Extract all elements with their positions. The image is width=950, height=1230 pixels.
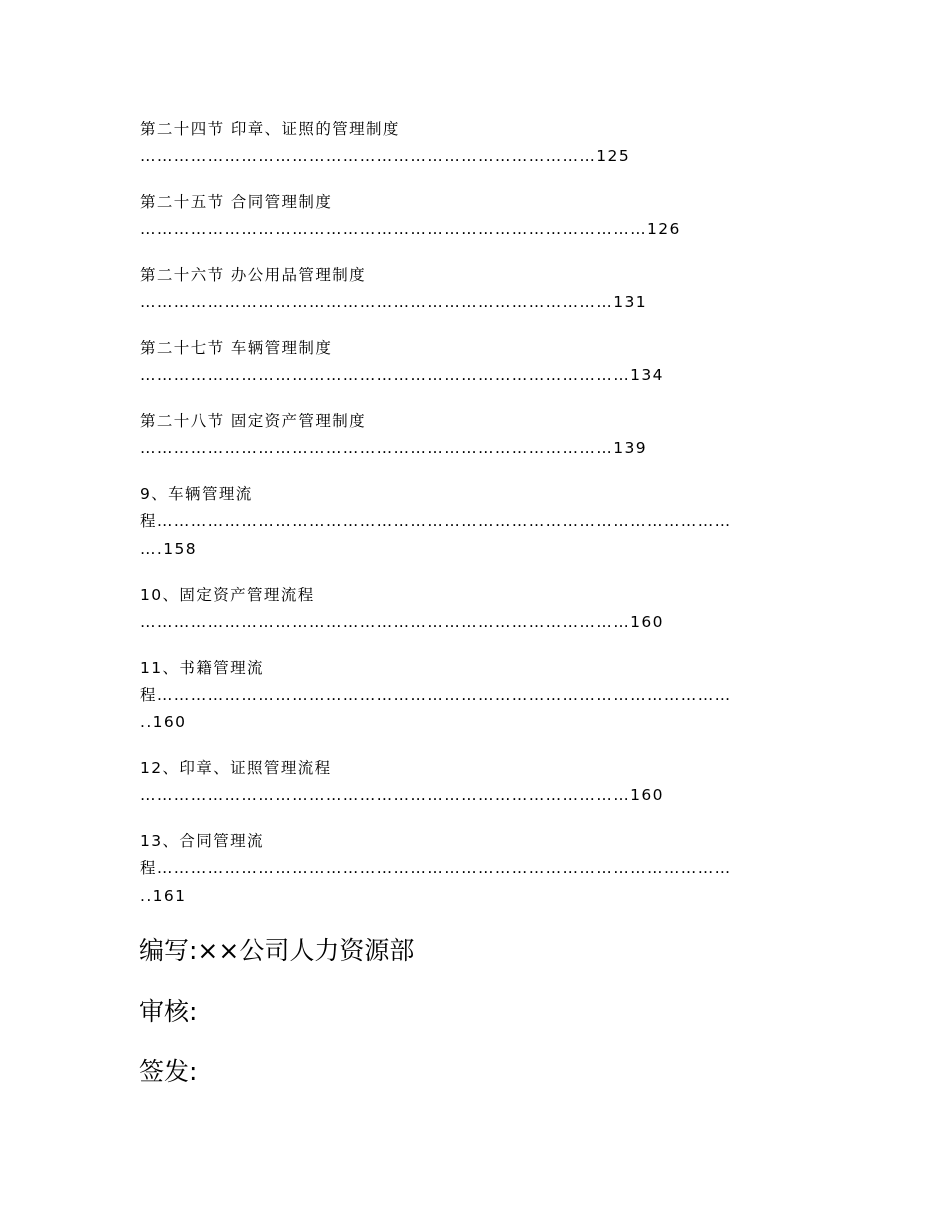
toc-entry-title: 第二十七节 车辆管理制度 (140, 339, 333, 357)
toc-entry-title: 第二十四节 印章、证照的管理制度 (140, 120, 400, 138)
toc-entry-leader: …………………………………………………………………………131 (140, 293, 647, 311)
reviewer-line: 审核: (139, 997, 198, 1026)
toc-entry-leader-tail: ..161 (140, 887, 187, 905)
toc-entry-leader: 程………………………………………………………………………………………… (140, 859, 732, 877)
toc-entry-title: 11、书籍管理流 (140, 659, 264, 677)
toc-entry-leader: 程………………………………………………………………………………………… (140, 512, 732, 530)
toc-entry-title: 12、印章、证照管理流程 (140, 759, 332, 777)
toc-entry-leader: ………………………………………………………………………………126 (140, 220, 681, 238)
toc-entry-title: 13、合同管理流 (140, 832, 264, 850)
toc-entry-title: 第二十八节 固定资产管理制度 (140, 412, 367, 430)
issuer-line: 签发: (139, 1057, 198, 1086)
author-line: 编写:××公司人力资源部 (139, 936, 415, 965)
toc-entry-title: 第二十六节 办公用品管理制度 (140, 266, 367, 284)
toc-entry-title: 9、车辆管理流 (140, 485, 253, 503)
toc-entry-leader: ……………………………………………………………………………160 (140, 786, 664, 804)
toc-entry-leader: 程………………………………………………………………………………………… (140, 686, 732, 704)
toc-entry-title: 第二十五节 合同管理制度 (140, 193, 333, 211)
toc-entry-leader-tail: ..160 (140, 713, 187, 731)
toc-entry-leader: ……………………………………………………………………………160 (140, 613, 664, 631)
toc-entry-title: 10、固定资产管理流程 (140, 586, 315, 604)
toc-entry-leader: ………………………………………………………………………125 (140, 147, 631, 165)
toc-entry-leader: ……………………………………………………………………………134 (140, 366, 664, 384)
toc-entry-leader-tail: ….158 (140, 540, 198, 558)
toc-entry-leader: …………………………………………………………………………139 (140, 439, 647, 457)
